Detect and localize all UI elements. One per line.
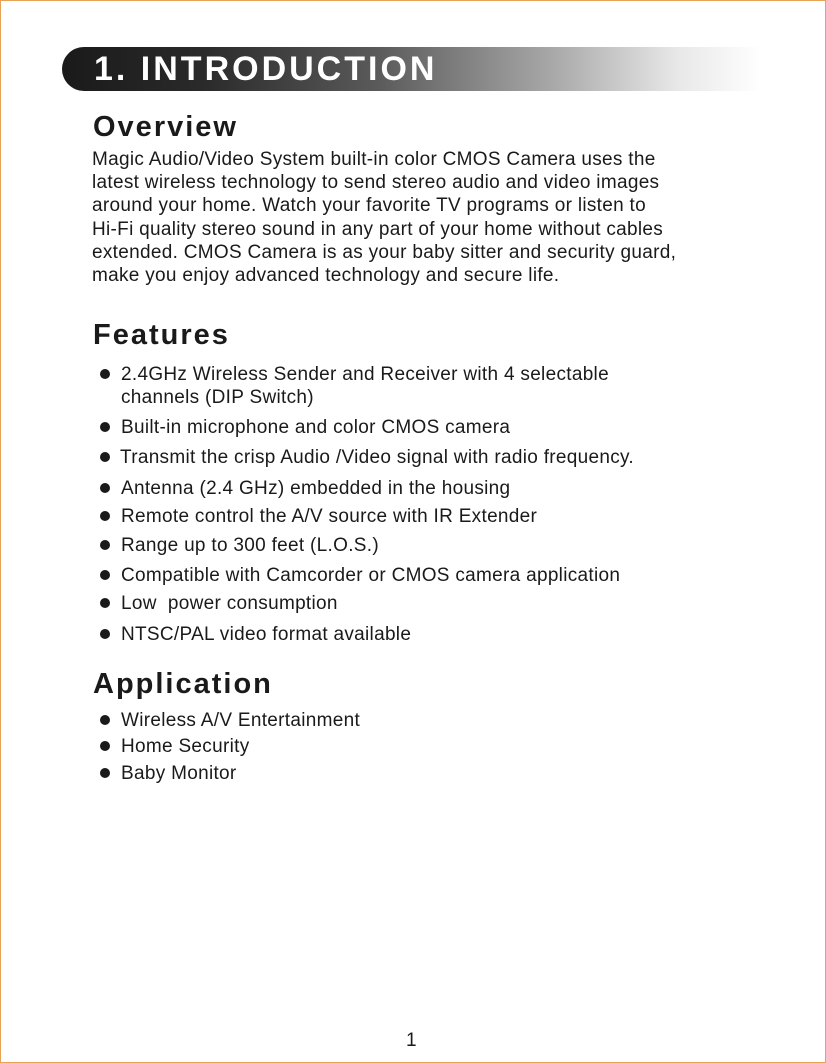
overview-line: latest wireless technology to send stereo audio and video images (92, 172, 660, 194)
feature-item-text: Range up to 300 feet (L.O.S.) (121, 535, 379, 556)
overview-line: make you enjoy advanced technology and secure life. (92, 265, 560, 287)
feature-item-text: channels (DIP Switch) (121, 387, 314, 408)
overview-line: around your home. Watch your favorite TV programs or listen to (92, 195, 647, 217)
feature-item-text: Built-in microphone and color CMOS camera (121, 417, 511, 438)
bullet-icon (100, 715, 110, 725)
features-heading: Features (93, 319, 230, 351)
bullet-icon (100, 422, 110, 432)
overview-paragraph (92, 148, 782, 287)
overview-line: Magic Audio/Video System built-in color CMOS Camera uses the (92, 149, 656, 170)
feature-item-text: 2.4GHz Wireless Sender and Receiver with 4 selectable (121, 364, 609, 385)
bullet-icon (100, 629, 110, 639)
bullet-icon (100, 483, 110, 493)
overview-line: Hi-Fi quality stereo sound in any part of your home without cables (92, 218, 664, 240)
bullet-icon (100, 598, 110, 608)
application-item-text: Wireless A/V Entertainment (121, 710, 361, 731)
bullet-icon (100, 511, 110, 521)
section-title: 1. INTRODUCTION (94, 50, 438, 88)
application-heading: Application (93, 668, 273, 700)
bullet-icon (100, 741, 110, 751)
bullet-icon (100, 369, 110, 379)
overview-heading: Overview (93, 111, 238, 143)
application-item-text: Home Security (121, 736, 250, 757)
feature-item-text: Compatible with Camcorder or CMOS camera application (121, 565, 621, 586)
bullet-icon (100, 570, 110, 580)
feature-item-text: Low power consumption (121, 593, 338, 614)
bullet-icon (100, 452, 110, 462)
bullet-icon (100, 540, 110, 550)
bullet-icon (100, 768, 110, 778)
overview-line: extended. CMOS Camera is as your baby sitter and security guard, (92, 241, 677, 263)
feature-item-text: Remote control the A/V source with IR Extender (121, 506, 538, 527)
feature-item-text: NTSC/PAL video format available (121, 624, 412, 645)
feature-item-text: Transmit the crisp Audio /Video signal with radio frequency. (120, 447, 635, 468)
application-item-text: Baby Monitor (121, 763, 237, 784)
page-number: 1 (406, 1030, 417, 1051)
feature-item-text: Antenna (2.4 GHz) embedded in the housing (121, 478, 511, 499)
